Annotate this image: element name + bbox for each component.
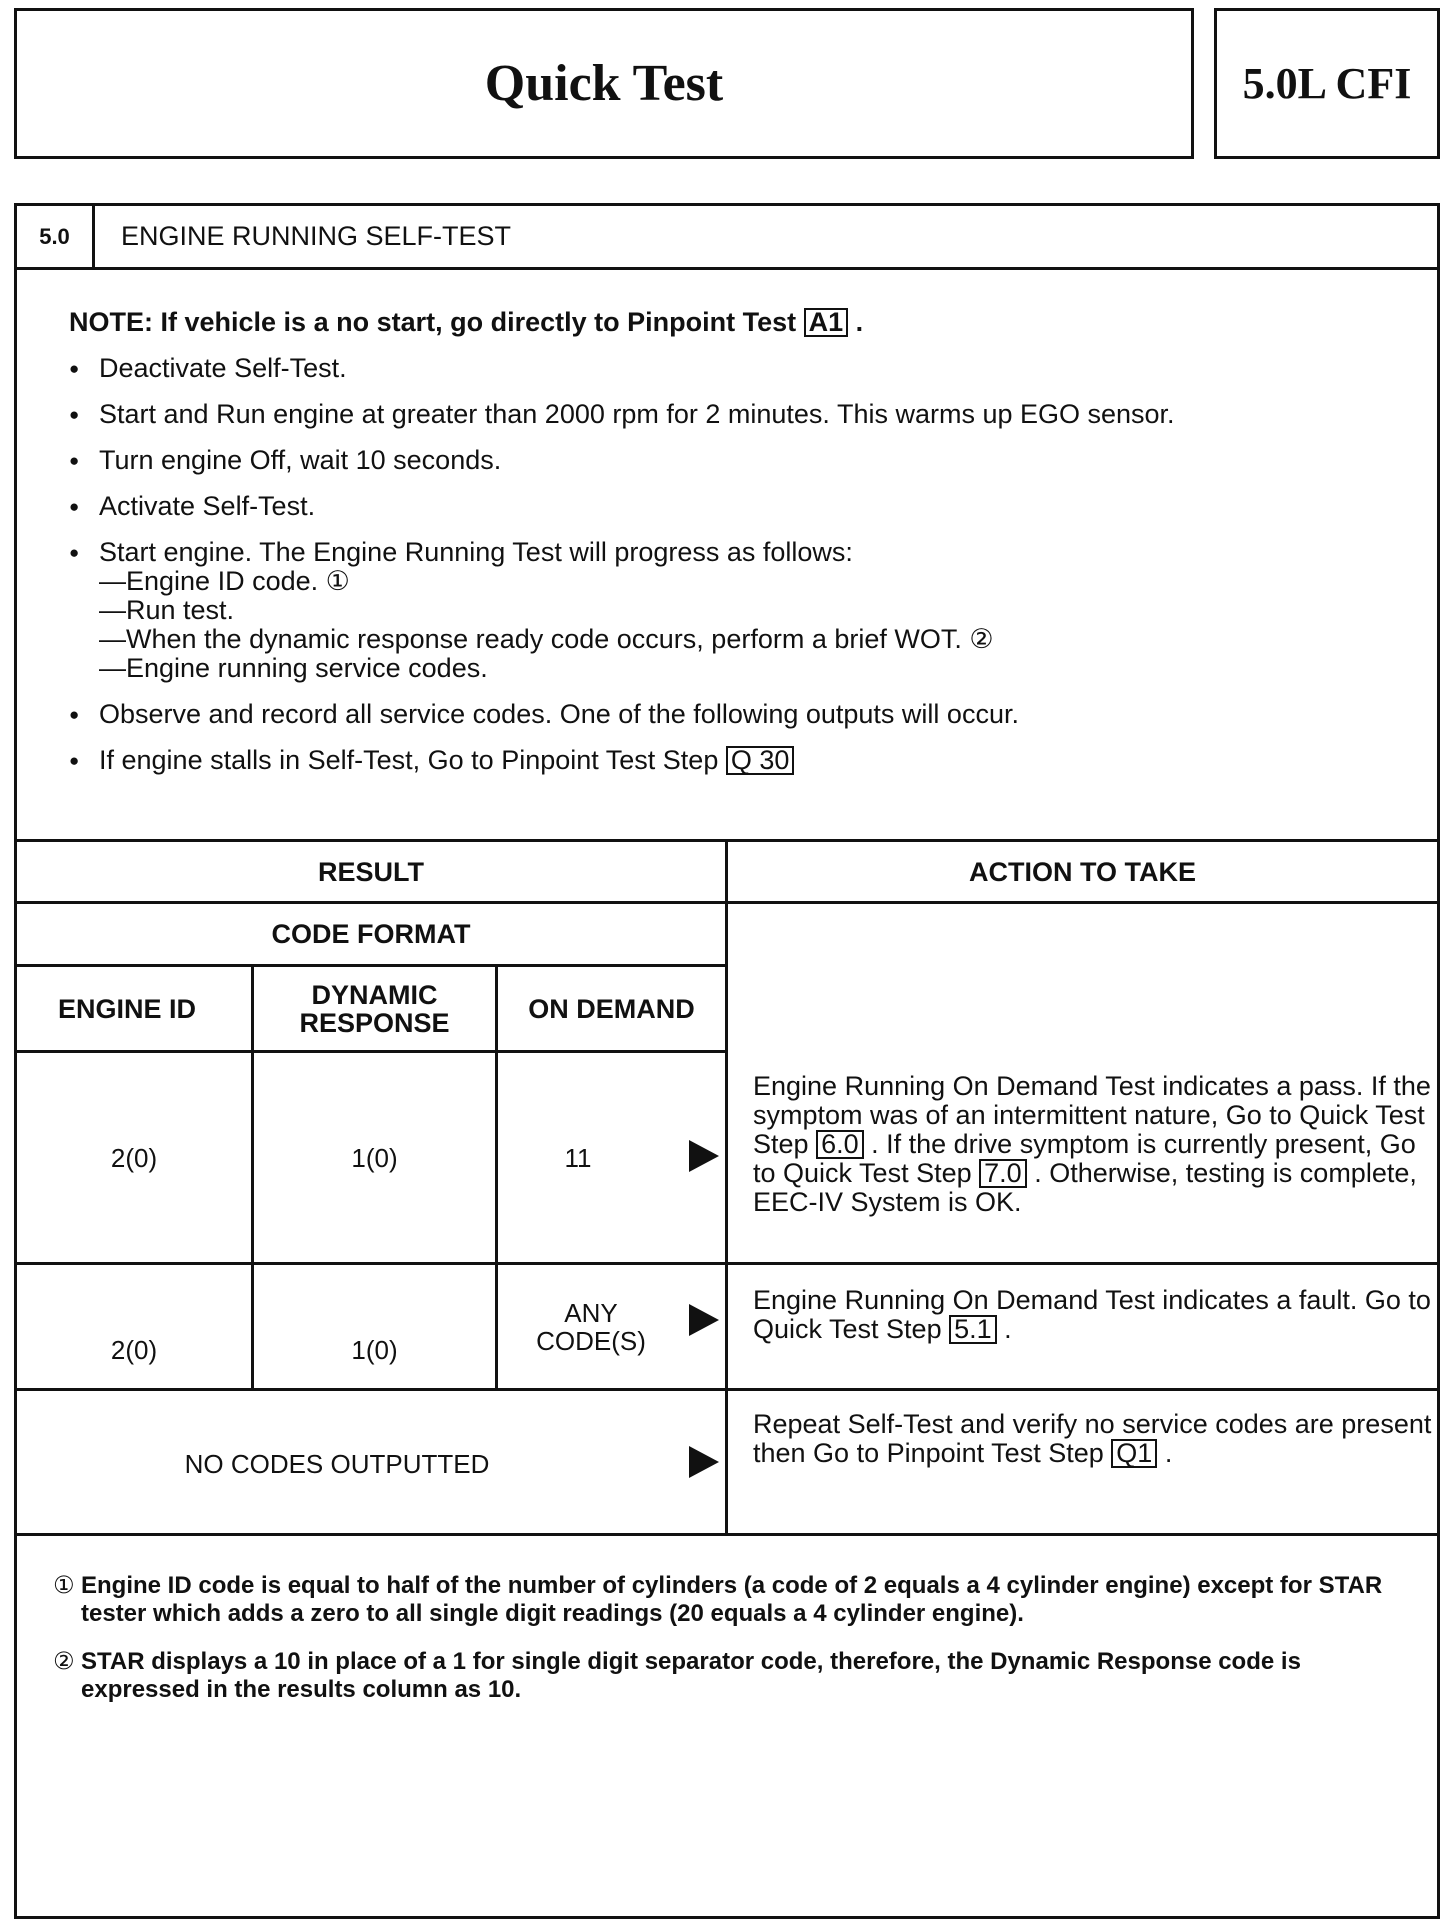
row2-on-demand: ANY CODE(S) <box>536 1297 646 1356</box>
note <box>69 308 1397 337</box>
row1-engine-id: 2(0) <box>110 1142 158 1173</box>
footnote <box>53 1572 1397 1628</box>
action-text: . <box>1004 1314 1012 1344</box>
test-step-panel <box>14 203 1440 1919</box>
footnote-mark: ② <box>53 1648 75 1675</box>
page-title: Quick Test <box>484 55 724 112</box>
pinpoint-ref-q30: Q 30 <box>726 746 795 775</box>
row1-dynamic-response: 1(0) <box>351 1142 398 1173</box>
arrow-icon <box>689 1446 719 1478</box>
model-label: 5.0L CFI <box>1242 59 1412 108</box>
action-text: . Otherwise, testing is complete, EEC-IV System is OK. <box>753 1158 1417 1217</box>
arrow-icon <box>689 1304 719 1336</box>
code-format-header: CODE FORMAT <box>271 919 471 949</box>
pinpoint-ref-q1: Q1 <box>1111 1439 1157 1468</box>
bullet-item: ● Observe and record all service codes. One of the following outputs will occur. <box>69 700 1397 729</box>
no-codes-label: NO CODES OUTPUTTED <box>184 1448 490 1479</box>
note-text: NOTE: If vehicle is a no start, go directly to Pinpoint Test <box>69 307 797 337</box>
bullet-item: ● Start and Run engine at greater than 2000 rpm for 2 minutes. This warms up EGO sensor. <box>69 400 1397 429</box>
bullet-item-stall <box>69 746 1397 775</box>
row1-action <box>753 1072 1433 1217</box>
footnotes <box>17 1536 1437 1704</box>
quick-test-ref-5-1: 5.1 <box>949 1315 997 1344</box>
pinpoint-ref-a1: A1 <box>804 308 849 337</box>
step-number: 5.0 <box>17 206 95 267</box>
footnote <box>53 1648 1397 1704</box>
result-header: RESULT <box>318 856 424 887</box>
title-box <box>14 8 1194 159</box>
quick-test-ref-7-0: 7.0 <box>979 1159 1027 1188</box>
action-text: Engine Running On Demand Test indicates a pass. If the symptom was of an intermittent nature, Go to Quick Test Step <box>753 1071 1431 1159</box>
sub-item: —When the dynamic response ready code occurs, perform a brief WOT. ② <box>99 624 994 654</box>
step-header <box>17 206 1437 270</box>
sub-item: —Engine running service codes. <box>99 653 488 683</box>
col-engine-id: ENGINE ID <box>57 993 197 1024</box>
divider <box>725 842 728 1536</box>
bullet-item: ● Activate Self-Test. <box>69 492 1397 521</box>
arrow-icon <box>689 1140 719 1172</box>
bullet-item: ● Turn engine Off, wait 10 seconds. <box>69 446 1397 475</box>
row2-engine-id: 2(0) <box>110 1335 158 1365</box>
step-title: ENGINE RUNNING SELF-TEST <box>121 221 512 251</box>
bullet-text: ● Start engine. The Engine Running Test will progress as follows: <box>99 537 853 567</box>
col-on-demand: ON DEMAND <box>528 993 695 1024</box>
model-box <box>1214 8 1440 159</box>
sub-item: —Engine ID code. ① <box>99 566 350 596</box>
bullet-text: If engine stalls in Self-Test, Go to Pinpoint Test Step <box>99 745 719 775</box>
row2-dynamic-response: 1(0) <box>351 1335 398 1365</box>
row2-action <box>753 1286 1433 1344</box>
results-table <box>17 842 1437 1536</box>
sub-item: —Run test. <box>99 595 235 625</box>
action-text: Engine Running On Demand Test indicates a fault. Go to Quick Test Step <box>753 1285 1431 1344</box>
bullet-item-start-engine <box>69 538 1397 683</box>
divider <box>17 1262 1437 1265</box>
instructions <box>17 270 1437 842</box>
footnote-mark: ① <box>53 1572 75 1599</box>
bullet-item: ● Deactivate Self-Test. <box>69 354 1397 383</box>
action-text: . If the drive symptom is currently present, Go to Quick Test Step <box>753 1129 1416 1188</box>
footnote-text: Engine ID code is equal to half of the number of cylinders (a code of 2 equals a 4 cylinder engine) except for STAR tester which adds a zero to all single digit readings (20 equals a 4 cylinder engine). <box>81 1572 1383 1627</box>
action-text: . <box>1164 1438 1173 1468</box>
action-text: Repeat Self-Test and verify no service codes are present then Go to Pinpoint Test Step <box>753 1409 1432 1468</box>
note-end: . <box>855 307 864 337</box>
quick-test-ref-6-0: 6.0 <box>816 1130 864 1159</box>
row1-on-demand: 11 <box>564 1142 592 1173</box>
action-header: ACTION TO TAKE <box>969 856 1196 887</box>
no-codes-action <box>753 1410 1433 1468</box>
footnote-text: STAR displays a 10 in place of a 1 for single digit separator code, therefore, the Dynamic Response code is expressed in the results column as 10. <box>81 1648 1301 1703</box>
col-dynamic-response: DYNAMIC RESPONSE <box>299 979 450 1038</box>
